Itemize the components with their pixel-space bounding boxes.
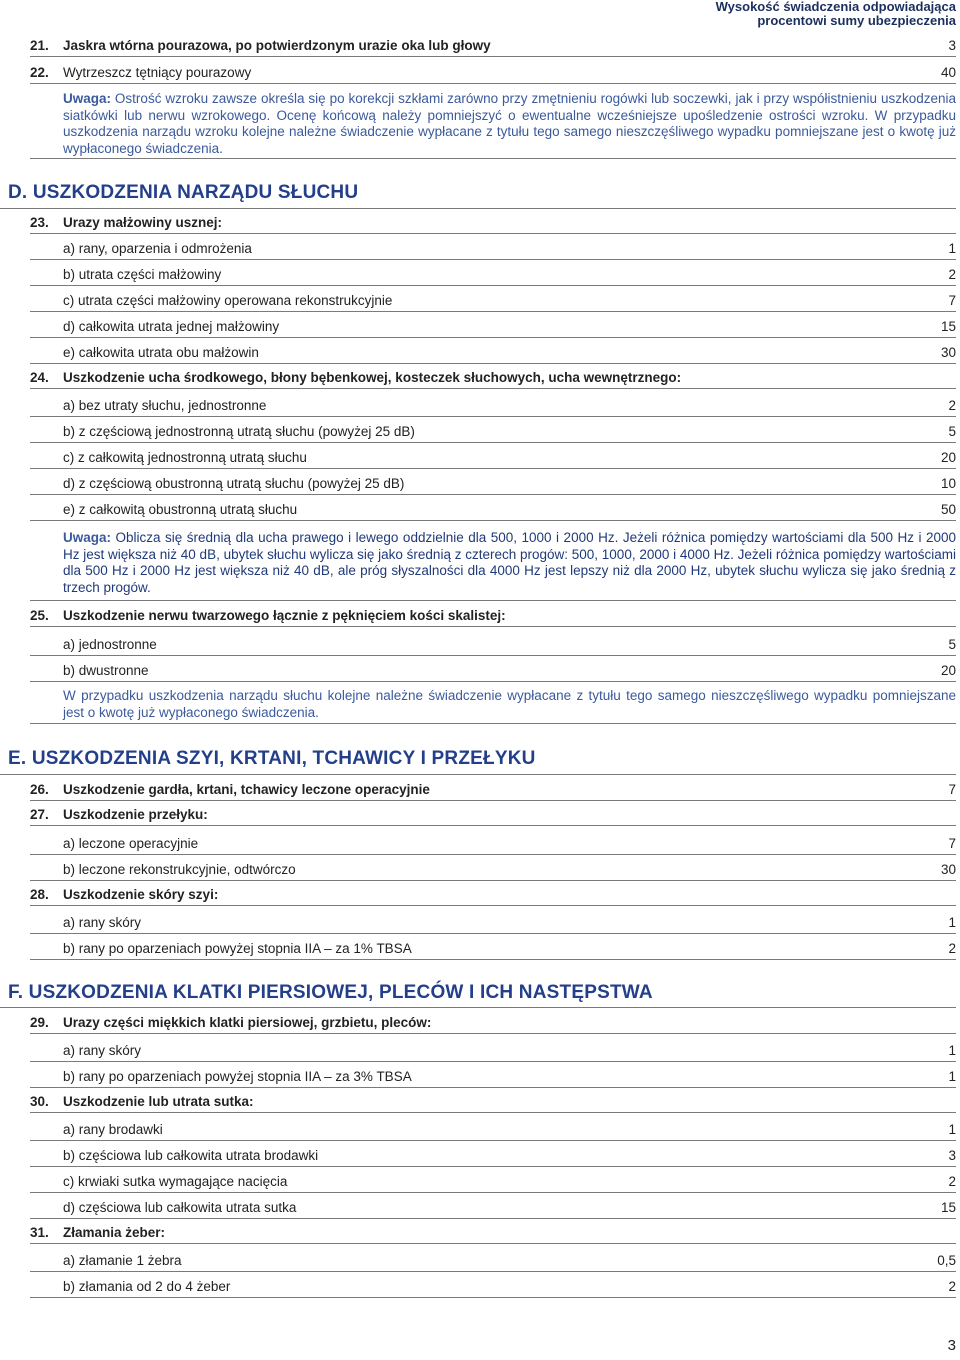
item-number: 28.: [30, 887, 49, 902]
item-21: [30, 30, 956, 57]
subitem-value: 7: [948, 293, 956, 308]
note-text: W przypadku uszkodzenia narządu słuchu kolejne należne świadczenie wypłacane z tytułu tego samego nieszczęśliwego wypadku pomniejszane jest o kwotę już wypłaconego świadczenia.: [63, 688, 956, 720]
subitem-value: 30: [940, 862, 956, 877]
item-number: 23.: [30, 215, 49, 230]
item-label: Uszkodzenie gardła, krtani, tchawicy leczone operacyjnie: [63, 782, 430, 797]
subitem-label: d) częściowa lub całkowita utrata sutka: [63, 1200, 297, 1215]
item-29: [30, 1009, 956, 1034]
item-label: Uszkodzenie skóry szyi:: [63, 887, 219, 902]
subitem-row: [30, 1271, 956, 1298]
item-number: 31.: [30, 1225, 49, 1240]
subitem-row: [30, 468, 956, 495]
subitem-value: 30: [940, 345, 956, 360]
subitem-label: e) całkowita utrata obu małżowin: [63, 345, 259, 360]
subitem-row: [30, 311, 956, 338]
subitem-label: b) utrata części małżowiny: [63, 267, 222, 282]
subitem-label: b) złamania od 2 do 4 żeber: [63, 1279, 231, 1294]
subitem-row: [30, 907, 956, 934]
column-header-line1: Wysokość świadczenia odpowiadająca: [715, 0, 956, 14]
subitem-row: [30, 1166, 956, 1193]
note-text: Ostrość wzroku zawsze określa się po korekcji szkłami zarówno przy zmętnieniu rogówki lub soczewki, jak i przy współistnieniu uszkodzenia siatkówki lub nerwu wzrokowego. Ocenę końcową należy pomniejszyć o ewentualne wcześniejsze upośledzenie ostrości wzroku.: [63, 91, 956, 123]
subitem-row: [30, 416, 956, 443]
subitem-label: a) jednostronne: [63, 637, 157, 652]
item-23: [30, 209, 956, 234]
subitem-label: c) utrata części małżowiny operowana rekonstrukcyjnie: [63, 293, 393, 308]
subitem-value: 1: [948, 241, 956, 256]
item-31: [30, 1219, 956, 1244]
note-hearing-2: [63, 688, 956, 721]
subitem-value: 20: [940, 450, 956, 465]
subitem-value: 3: [948, 1148, 956, 1163]
item-number: 21.: [30, 38, 49, 53]
subitem-label: a) złamanie 1 żebra: [63, 1253, 182, 1268]
divider: [30, 158, 956, 159]
divider: [0, 1007, 956, 1008]
item-label: Jaskra wtórna pourazowa, po potwierdzonym urazie oka lub głowy: [63, 38, 491, 53]
subitem-value: 7: [948, 836, 956, 851]
note-eye: [63, 91, 956, 157]
subitem-row: [30, 233, 956, 260]
subitem-value: 5: [948, 637, 956, 652]
item-number: 26.: [30, 782, 49, 797]
subitem-value: 2: [948, 398, 956, 413]
subitem-value: 2: [948, 1279, 956, 1294]
subitem-value: 15: [940, 319, 956, 334]
subitem-label: a) rany brodawki: [63, 1122, 163, 1137]
item-value: 3: [948, 38, 956, 53]
subitem-row: [30, 1192, 956, 1219]
note-text-2: W przypadku uszkodzenia narządu wzroku kolejne należne świadczenie wypłacane z tytułu tego samego nieszczęśliwego wypadku pomniejszane jest o kwotę już wypłaconego świadczenia.: [63, 107, 956, 156]
subitem-label: b) z częściową jednostronną utratą słuchu (powyżej 25 dB): [63, 424, 415, 439]
subitem-label: e) z całkowitą obustronną utratą słuchu: [63, 502, 298, 517]
item-22: [30, 57, 956, 84]
subitem-value: 1: [948, 915, 956, 930]
subitem-value: 0,5: [937, 1253, 956, 1268]
item-label: Urazy części miękkich klatki piersiowej, grzbietu, pleców:: [63, 1015, 432, 1030]
note-text: Oblicza się średnią dla ucha prawego i lewego oddzielnie dla 500, 1000 i 2000 Hz. Jeżeli różnica pomiędzy wartościami dla 500 Hz i 2000 Hz jest większa niż 40 dB, ubytek słuchu wylicza się jako średnią z czterech progów: 500, 1000, 2000 i 4000 Hz. Jeżeli różnica pomiędzy wartościami dla 500 Hz i 2000 Hz jest większa niż 40 dB, ale próg słyszalności dla 4000 Hz jest lepszy niż dla 2000 Hz, ubytek słuchu wylicza się jako średnią z trzech progów.: [63, 530, 956, 595]
item-label: Urazy małżowiny usznej:: [63, 215, 223, 230]
subitem-label: b) rany po oparzeniach powyżej stopnia IIA – za 3% TBSA: [63, 1069, 412, 1084]
note-prefix: Uwaga:: [63, 91, 112, 106]
subitem-row: [30, 1140, 956, 1167]
item-28: [30, 881, 956, 906]
subitem-row: [30, 1061, 956, 1088]
subitem-row: [30, 655, 956, 682]
subitem-label: c) z całkowitą jednostronną utratą słuchu: [63, 450, 307, 465]
subitem-value: 1: [948, 1043, 956, 1058]
item-label: Złamania żeber:: [63, 1225, 166, 1240]
subitem-row: [30, 259, 956, 286]
subitem-value: 2: [948, 267, 956, 282]
item-label: Uszkodzenie lub utrata sutka:: [63, 1094, 254, 1109]
subitem-label: b) leczone rekonstrukcyjnie, odtwórczo: [63, 862, 296, 877]
subitem-row: [30, 1245, 956, 1272]
section-title-f: F. USZKODZENIA KLATKI PIERSIOWEJ, PLECÓW I ICH NASTĘPSTWA: [8, 982, 653, 1003]
subitem-row: [30, 337, 956, 364]
subitem-label: a) rany, oparzenia i odmrożenia: [63, 241, 252, 256]
item-number: 25.: [30, 608, 49, 623]
item-value: 7: [948, 782, 956, 797]
item-25: [30, 602, 956, 627]
subitem-label: a) rany skóry: [63, 915, 142, 930]
item-number: 30.: [30, 1094, 49, 1109]
subitem-row: [30, 629, 956, 656]
note-hearing: [63, 530, 956, 596]
item-label: Uszkodzenie nerwu twarzowego łącznie z pęknięciem kości skalistej:: [63, 608, 506, 623]
item-26: [30, 775, 956, 801]
subitem-value: 2: [948, 1174, 956, 1189]
item-number: 27.: [30, 807, 49, 822]
subitem-value: 50: [940, 502, 956, 517]
subitem-row: [30, 390, 956, 417]
page-number: 3: [947, 1337, 956, 1354]
subitem-label: a) bez utraty słuchu, jednostronne: [63, 398, 267, 413]
subitem-value: 2: [948, 941, 956, 956]
subitem-label: b) rany po oparzeniach powyżej stopnia IIA – za 1% TBSA: [63, 941, 412, 956]
item-24: [30, 364, 956, 389]
subitem-label: a) leczone operacyjnie: [63, 836, 199, 851]
subitem-label: a) rany skóry: [63, 1043, 142, 1058]
subitem-label: d) całkowita utrata jednej małżowiny: [63, 319, 280, 334]
subitem-row: [30, 854, 956, 881]
subitem-value: 10: [940, 476, 956, 491]
subitem-label: c) krwiaki sutka wymagające nacięcia: [63, 1174, 288, 1189]
note-prefix: Uwaga:: [63, 530, 112, 545]
section-title-d: D. USZKODZENIA NARZĄDU SŁUCHU: [8, 182, 359, 203]
subitem-row: [30, 285, 956, 312]
subitem-row: [30, 1035, 956, 1062]
divider: [30, 600, 956, 601]
item-27: [30, 801, 956, 826]
item-number: 24.: [30, 370, 49, 385]
subitem-value: 1: [948, 1122, 956, 1137]
subitem-label: b) dwustronne: [63, 663, 149, 678]
column-header-line2: procentowi sumy ubezpieczenia: [757, 13, 956, 28]
subitem-label: d) z częściową obustronną utratą słuchu (powyżej 25 dB): [63, 476, 405, 491]
subitem-value: 15: [940, 1200, 956, 1215]
item-label: Wytrzeszcz tętniący pourazowy: [63, 65, 252, 80]
subitem-value: 1: [948, 1069, 956, 1084]
subitem-row: [30, 828, 956, 855]
subitem-row: [30, 494, 956, 521]
section-title-e: E. USZKODZENIA SZYI, KRTANI, TCHAWICY I PRZEŁYKU: [8, 748, 536, 769]
item-label: Uszkodzenie ucha środkowego, błony bębenkowej, kosteczek słuchowych, ucha wewnętrznego:: [63, 370, 682, 385]
subitem-value: 20: [940, 663, 956, 678]
column-header: [716, 0, 956, 28]
item-number: 22.: [30, 65, 49, 80]
item-label: Uszkodzenie przełyku:: [63, 807, 208, 822]
subitem-value: 5: [948, 424, 956, 439]
item-value: 40: [940, 65, 956, 80]
subitem-row: [30, 933, 956, 960]
item-30: [30, 1088, 956, 1113]
subitem-row: [30, 442, 956, 469]
subitem-label: b) częściowa lub całkowita utrata brodawki: [63, 1148, 319, 1163]
divider: [30, 723, 956, 724]
item-number: 29.: [30, 1015, 49, 1030]
subitem-row: [30, 1114, 956, 1141]
